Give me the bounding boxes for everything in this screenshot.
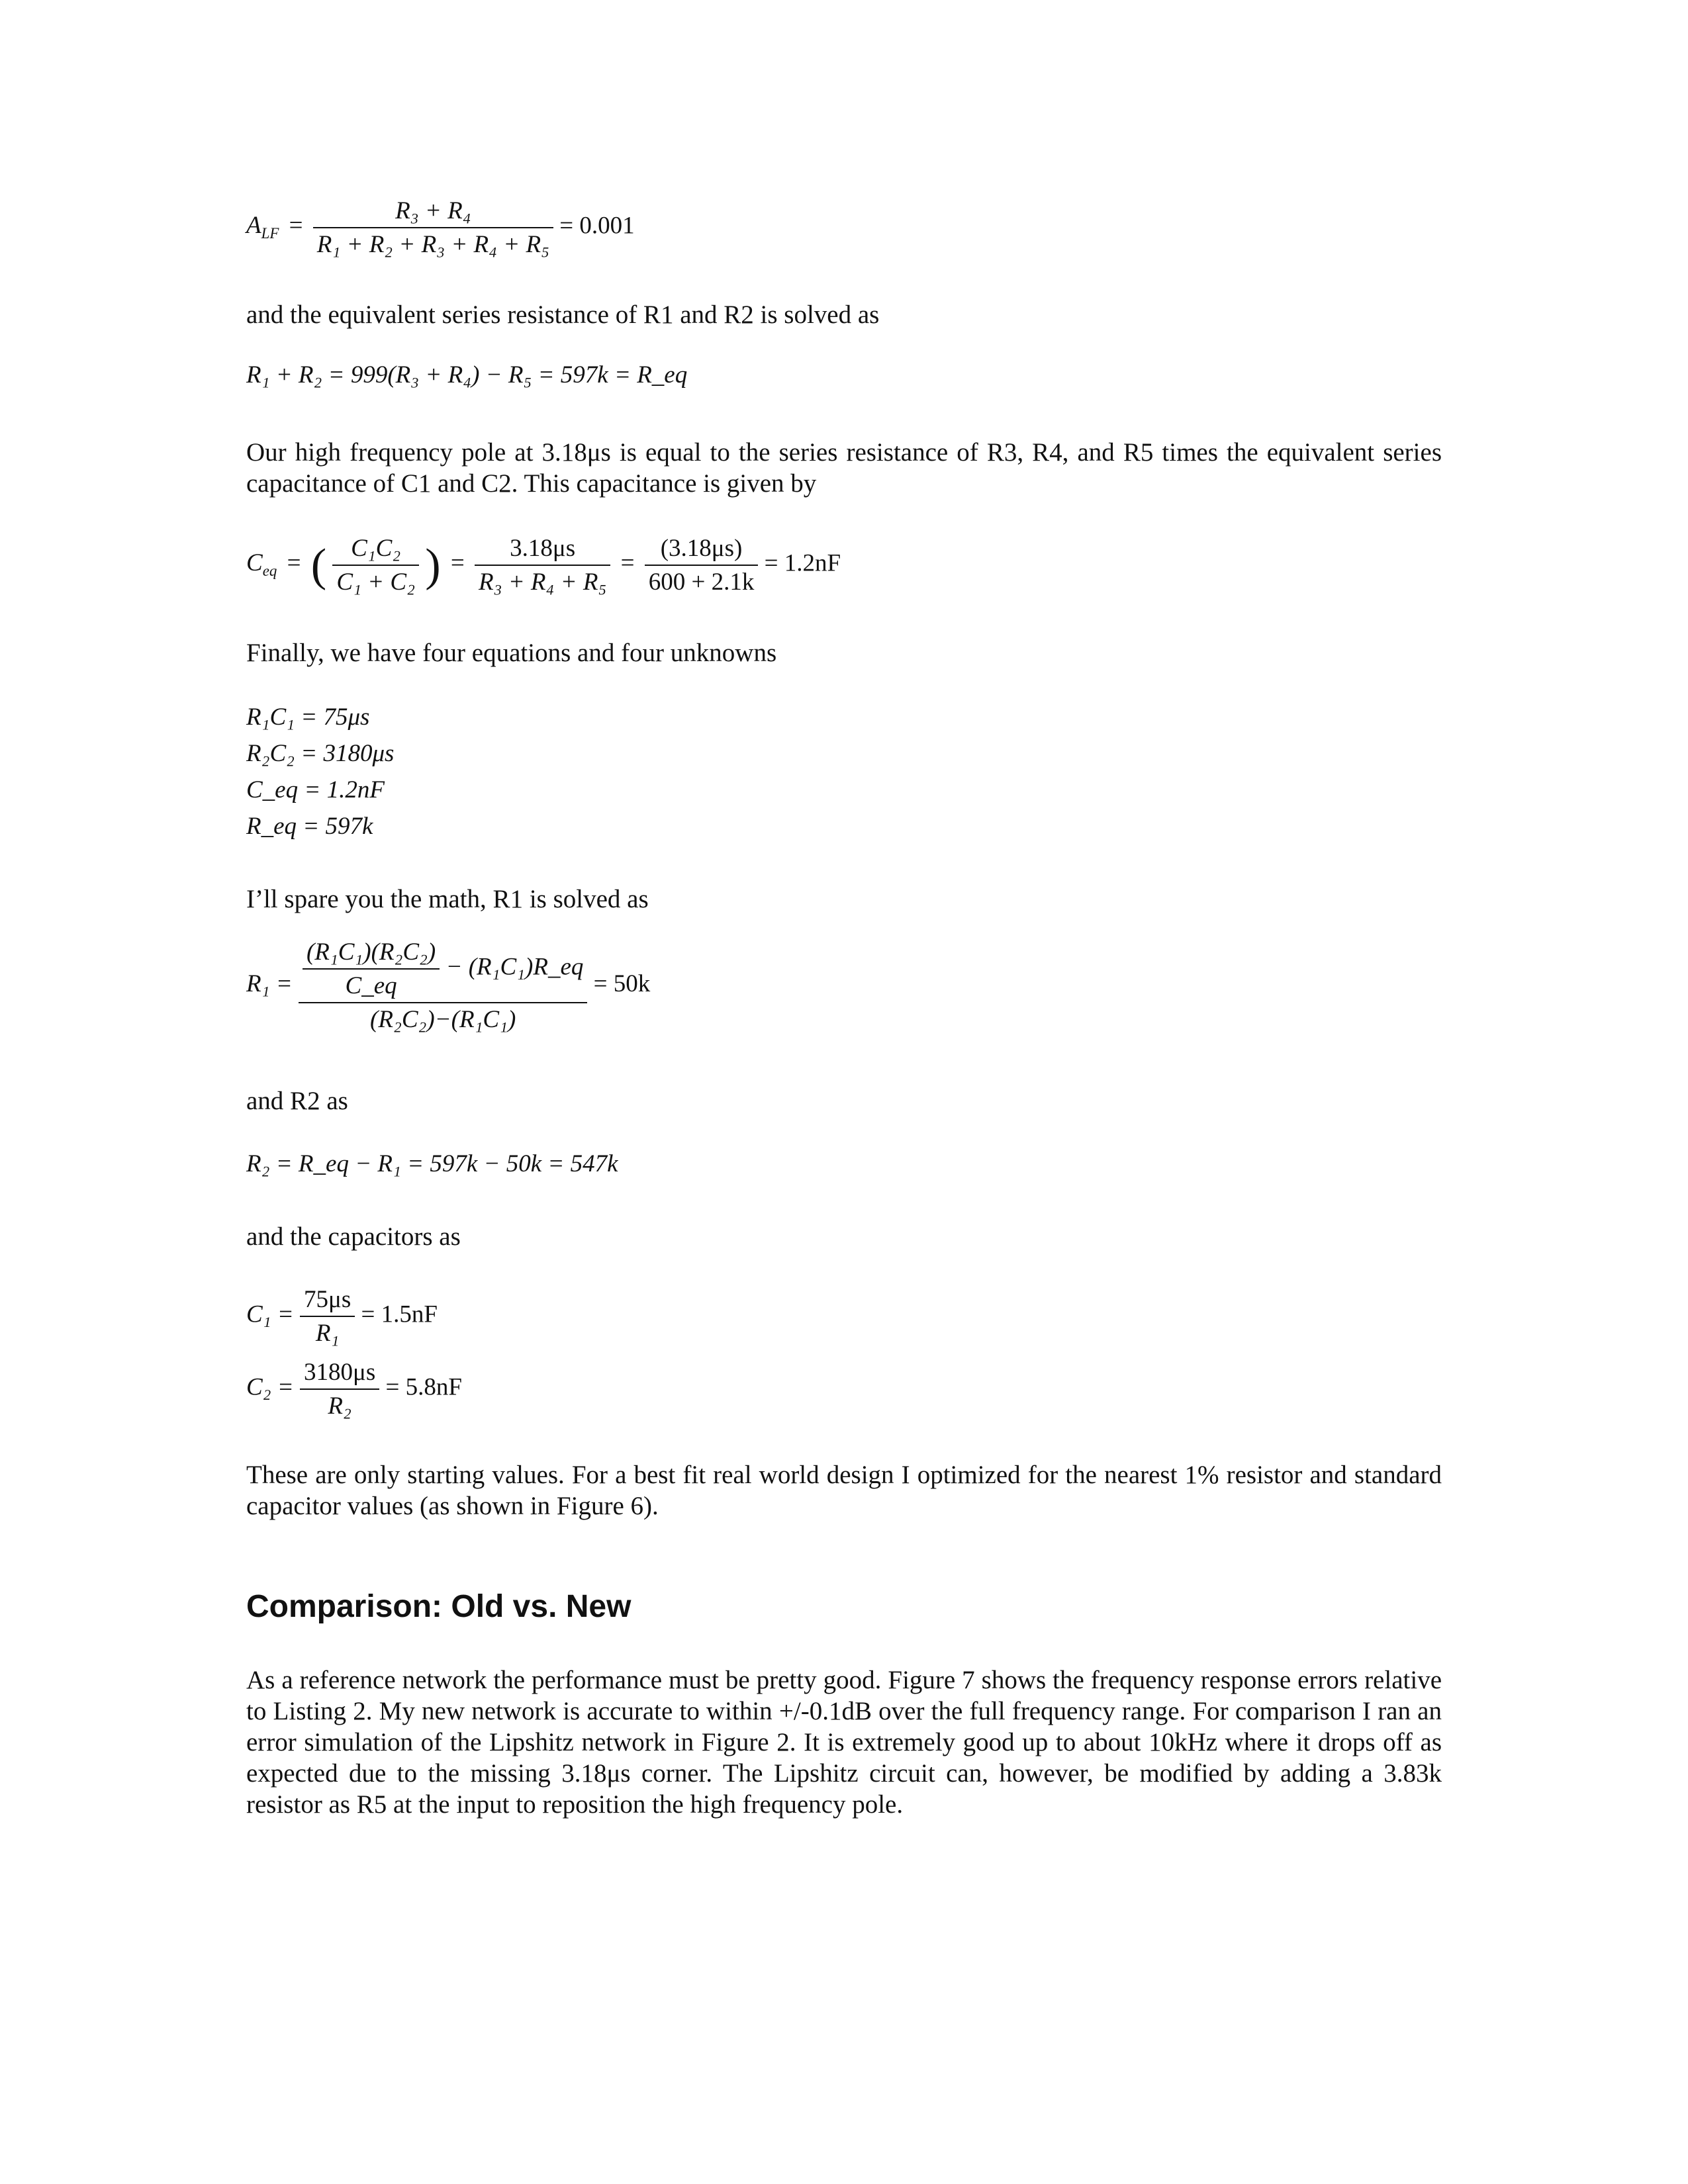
alf-result: = 0.001	[559, 212, 635, 240]
ceq-fraction-1: $\frac{\text{C₁C₂}}{\text{C₁ + C₂}}$	[332, 536, 419, 594]
paragraph-r2-as: and R2 as	[246, 1087, 348, 1115]
r1-top-tail: − (R₁C₁)R_eq	[445, 953, 584, 981]
section-heading-comparison: Comparison: Old vs. New	[246, 1589, 632, 1624]
paragraph-spare-math: I’ll spare you the math, R1 is solved as	[246, 885, 649, 913]
paragraph-equivalent-series: and the equivalent series resistance of R1 and R2 is solved as	[246, 300, 880, 329]
system-eq-4: R_eq = 597k	[246, 813, 373, 840]
c2-result: = 5.8nF	[385, 1373, 462, 1401]
alf-numerator: R₃ + R₄	[313, 199, 553, 228]
r1-inner-fraction: $\frac{\text{(R₁C₁)(R₂C₂)}}{C\_eq}$	[303, 940, 440, 998]
r1-denominator: (R₂C₂)−(R₁C₁)	[370, 1006, 516, 1033]
paragraph-starting-values: These are only starting values. For a best fit real world design I optimized for the nearest 1% resistor and standard capacitor values (as shown in Figure 6).	[246, 1461, 1442, 1520]
alf-lhs: $A_{LF}$	[246, 212, 279, 242]
ceq-fraction-3: $\frac{(3.18\mu s)}{600 + 2.1k}$	[645, 536, 759, 594]
alf-denominator: R₁ + R₂ + R₃ + R₄ + R₅	[316, 231, 549, 258]
alf-fraction	[313, 199, 553, 257]
c2-fraction: $\frac{3180\mu s}{\text{R₂}}$	[300, 1360, 379, 1418]
system-eq-1: R₁C₁ = 75μs	[246, 704, 370, 731]
r1-fraction	[299, 940, 587, 1032]
equation-ceq: $C_{eq}$ = ( $\frac{\text{C₁C₂}}{\text{C₁ + C₂}}$ ) = $\frac{3.18\mu s}{\text{R₃ + R₄ + R₅}}$ = $\frac{(3.18\mu s)}{600 + 2.1k}$ = 1.2nF	[246, 535, 841, 596]
paragraph-reference-network: As a reference network the performance must be pretty good. Figure 7 shows the frequency response errors relative to Listing 2. My new network is accurate to within +/-0.1dB over the full frequency range. For comparison I ran an error simulation of the Lipshitz network in Figure 2. It is extremely good up to about 10kHz where it drops off as expected due to the missing 3.18μs corner. The Lipshitz circuit can, however, be modified by adding a 3.83k resistor as R5 at the input to reposition the high frequency pole.	[246, 1666, 1442, 1819]
equation-req: R₁ + R₂ = 999(R₃ + R₄) − R₅ = 597k = R_eq	[246, 361, 688, 388]
c1-fraction: $\frac{75\mu s}{\text{R₁}}$	[300, 1287, 355, 1345]
equation-r2: R₂ = R_eq − R₁ = 597k − 50k = 547k	[246, 1150, 618, 1177]
equation-c2: C₂ = $\frac{3180\mu s}{\text{R₂}}$ = 5.8nF	[246, 1359, 462, 1420]
paragraph-four-equations: Finally, we have four equations and four unknowns	[246, 639, 777, 667]
r1-lhs: R₁ =	[246, 970, 293, 997]
system-eq-2: R₂C₂ = 3180μs	[246, 740, 395, 767]
equation-r1	[246, 940, 650, 1032]
paragraph-capacitors-as: and the capacitors as	[246, 1222, 461, 1251]
paragraph-high-frequency-pole: Our high frequency pole at 3.18μs is equal to the series resistance of R3, R4, and R5 times the equivalent series capacitance of C1 and C2. This capacitance is given by	[246, 438, 1442, 498]
equation-c1: C₁ = $\frac{75\mu s}{\text{R₁}}$ = 1.5nF	[246, 1286, 438, 1347]
equation-alf: $A_{LF}$ = $\frac{\text{R₃ + R₄}}{\text{R₁ + R₂ + R₃ + R₄ + R₅}}$ = 0.001	[246, 197, 635, 258]
ceq-result: = 1.2nF	[764, 549, 841, 577]
ceq-lhs: $C_{eq}$	[246, 549, 277, 580]
c1-result: = 1.5nF	[361, 1300, 438, 1328]
ceq-fraction-2: $\frac{3.18\mu s}{\text{R₃ + R₄ + R₅}}$	[475, 536, 610, 594]
r1-result: = 50k	[593, 970, 651, 997]
system-eq-3: C_eq = 1.2nF	[246, 776, 385, 803]
